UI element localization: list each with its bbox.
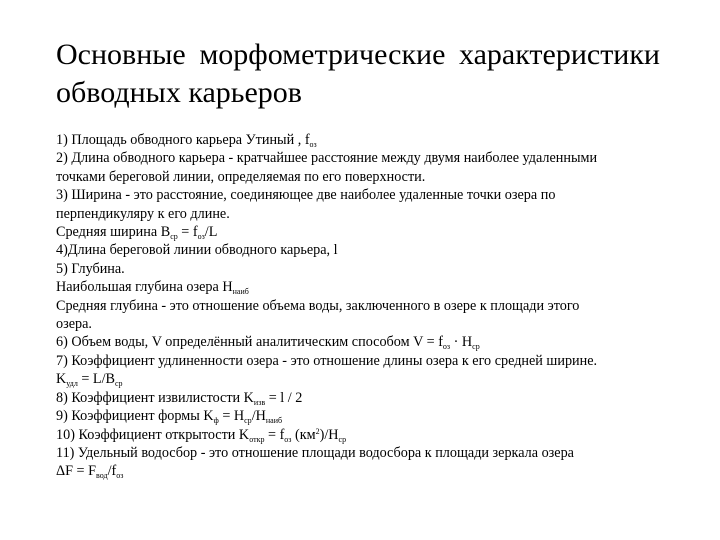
list-item: 11) Удельный водосбор - это отношение площади водосбора к площади зеркала озера	[56, 444, 574, 461]
list-item: 3) Ширина - это расстояние, соединяющее две наиболее удаленные точки озера по	[56, 187, 556, 204]
list-item: $K_{удл} = L/B_{ср}$	[56, 371, 123, 389]
title-word: морфометрические	[199, 38, 446, 71]
list-item: Средняя ширина $B_{ср} = f_{оз}/L$	[56, 224, 218, 242]
list-item: точками береговой линии, определяемая по его поверхности.	[56, 168, 426, 185]
list-item: 6) Объем воды, V определённый аналитическим способом $V = f_{оз} \cdot H_{ср}$	[56, 334, 480, 352]
title-line-2: обводных карьеров	[56, 76, 302, 109]
list-item: 1) Площадь обводного карьера Утиный , $f_{оз}$	[56, 132, 317, 149]
list-item: 9) Коэффициент формы $K_ф = H_{ср}/H_{наиб}$	[56, 408, 283, 426]
title-word: Основные	[56, 38, 186, 71]
list-item: Наибольшая глубина озера $H_{наиб}$	[56, 279, 249, 297]
list-item: $\Delta F = F_{вод}/f_{оз}$	[56, 463, 124, 481]
characteristics-list	[56, 131, 696, 481]
title-line-1	[56, 36, 660, 74]
list-item: 10) Коэффициент открытости $K_{откр} = f_{оз}$ $(км^2)/H_{ср}$	[56, 426, 347, 444]
list-item: Средняя глубина - это отношение объема воды, заключенного в озере к площади этого	[56, 297, 580, 314]
list-item: 5) Глубина.	[56, 260, 125, 277]
list-item: 7) Коэффициент удлиненности озера - это отношение длины озера к его средней ширине.	[56, 352, 598, 369]
list-item: 8) Коэффициент извилистости $K_{изв} = l / 2$	[56, 389, 303, 407]
page-title	[56, 36, 660, 112]
list-item: перпендикуляру к его длине.	[56, 205, 230, 222]
list-item: 2) Длина обводного карьера - кратчайшее расстояние между двумя наиболее удаленными	[56, 150, 598, 167]
title-word: характеристики	[458, 38, 660, 71]
list-item: озера.	[56, 316, 92, 333]
list-item: 4)Длина береговой линии обводного карьера, l	[56, 242, 338, 259]
